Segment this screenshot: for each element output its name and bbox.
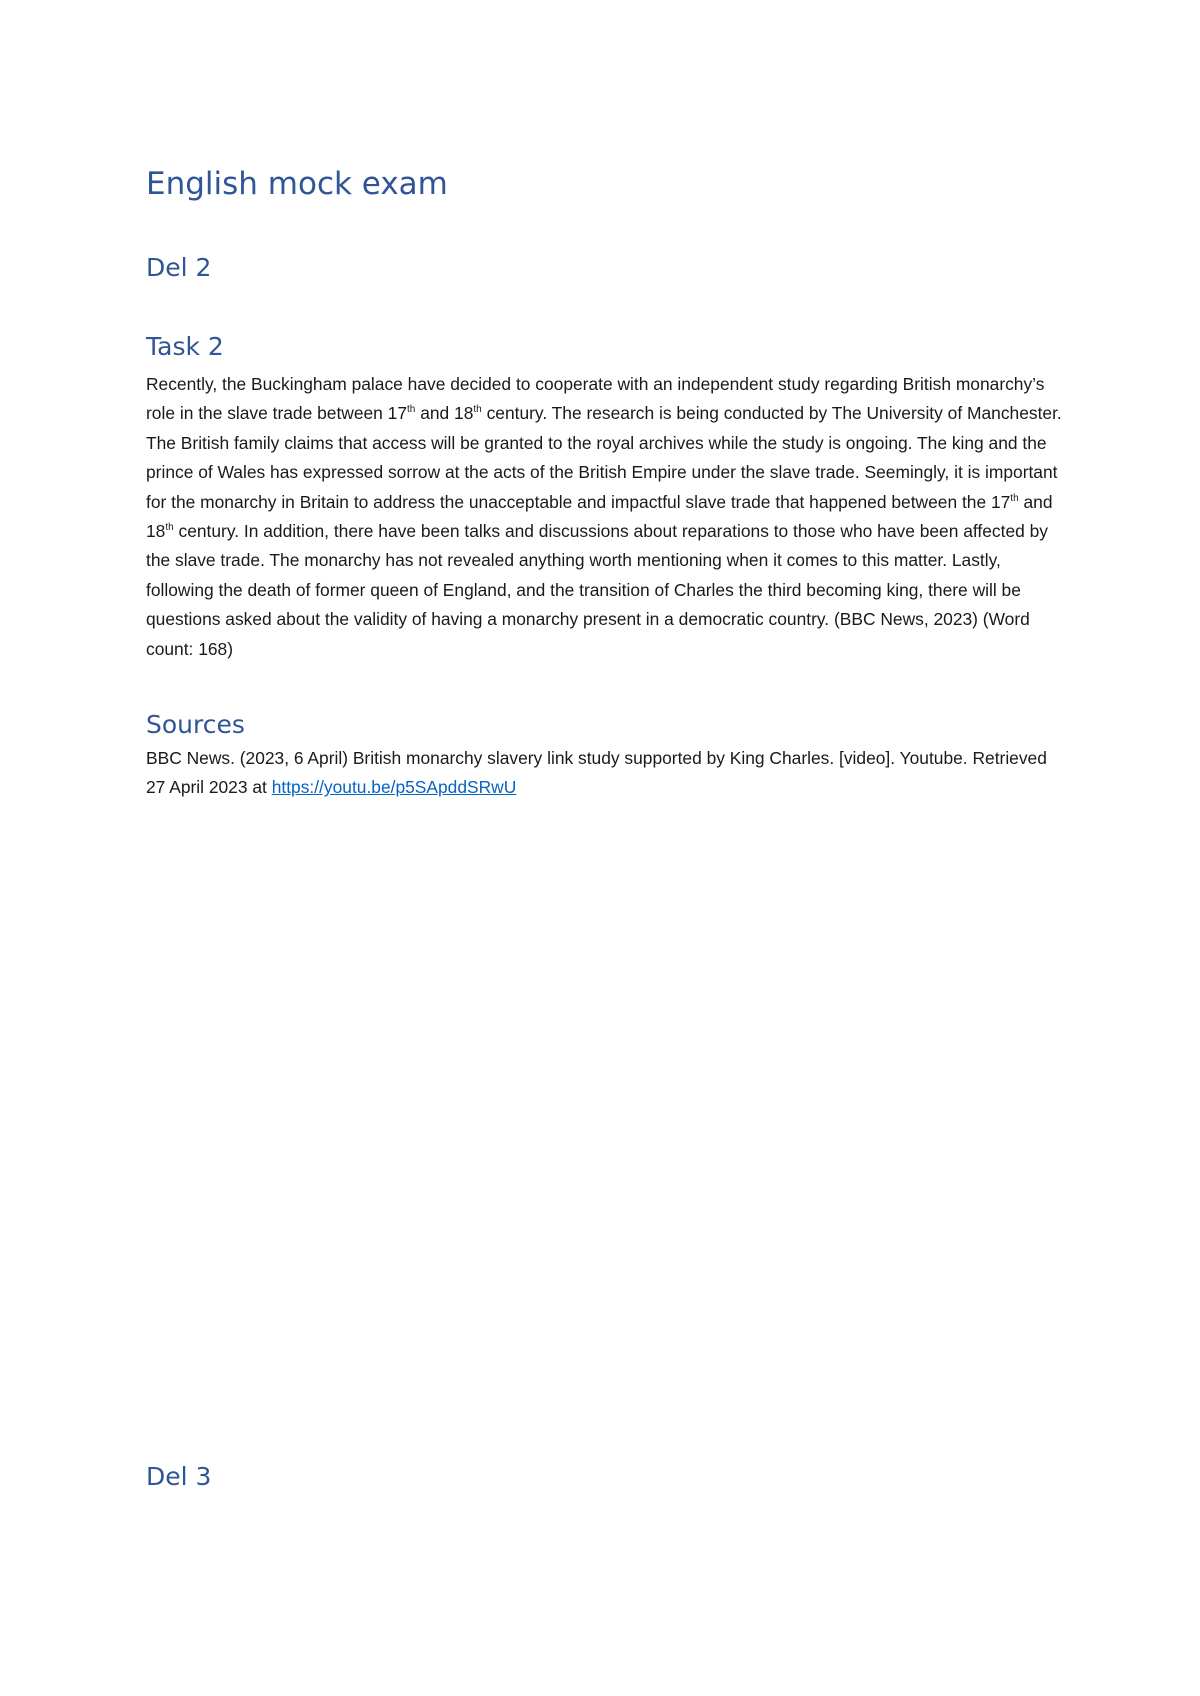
body-text-segment: and 18: [415, 403, 474, 424]
task-body-paragraph: [146, 370, 1066, 664]
source-citation: [146, 744, 1066, 803]
superscript-ordinal: th: [473, 404, 482, 416]
body-text-segment: Recently, the Buckingham palace have decided to cooperate with an independent study regarding British monarchy’s role in the slave trade between 17: [146, 374, 1045, 424]
superscript-ordinal: th: [407, 404, 416, 416]
source-link[interactable]: https://youtu.be/p5SApddSRwU: [271, 777, 517, 798]
task-heading: Task 2: [146, 332, 224, 361]
body-text-segment: and 18: [146, 491, 1053, 542]
section-heading-del-3: Del 3: [146, 1462, 212, 1491]
source-citation-text: BBC News. (2023, 6 April) British monarchy slavery link study supported by King Charles. [video]. Youtube. Retrieved 27 April 2023 at: [146, 748, 1047, 798]
superscript-ordinal: th: [1010, 492, 1019, 504]
document-title: English mock exam: [146, 166, 448, 202]
body-text-segment: century. In addition, there have been talks and discussions about reparations to those who have been affected by the slave trade. The monarchy has not revealed anything worth mentioning when it comes to this matter. Lastly, following the death of former queen of England, and the transition of Charles the third becoming king, there will be questions asked about the validity of having a monarchy present in a democratic country. (BBC News, 2023) (Word count: 168): [146, 521, 1048, 659]
body-text-segment: century. The research is being conducted by The University of Manchester. The British family claims that access will be granted to the royal archives while the study is ongoing. The king and the prince of Wales has expressed sorrow at the acts of the British Empire under the slave trade. Seemingly, it is important for the monarchy in Britain to address the unacceptable and impactful slave trade that happened between the 17: [146, 403, 1062, 512]
section-heading-del-2: Del 2: [146, 253, 212, 282]
superscript-ordinal: th: [165, 522, 174, 534]
sources-heading: Sources: [146, 710, 245, 739]
